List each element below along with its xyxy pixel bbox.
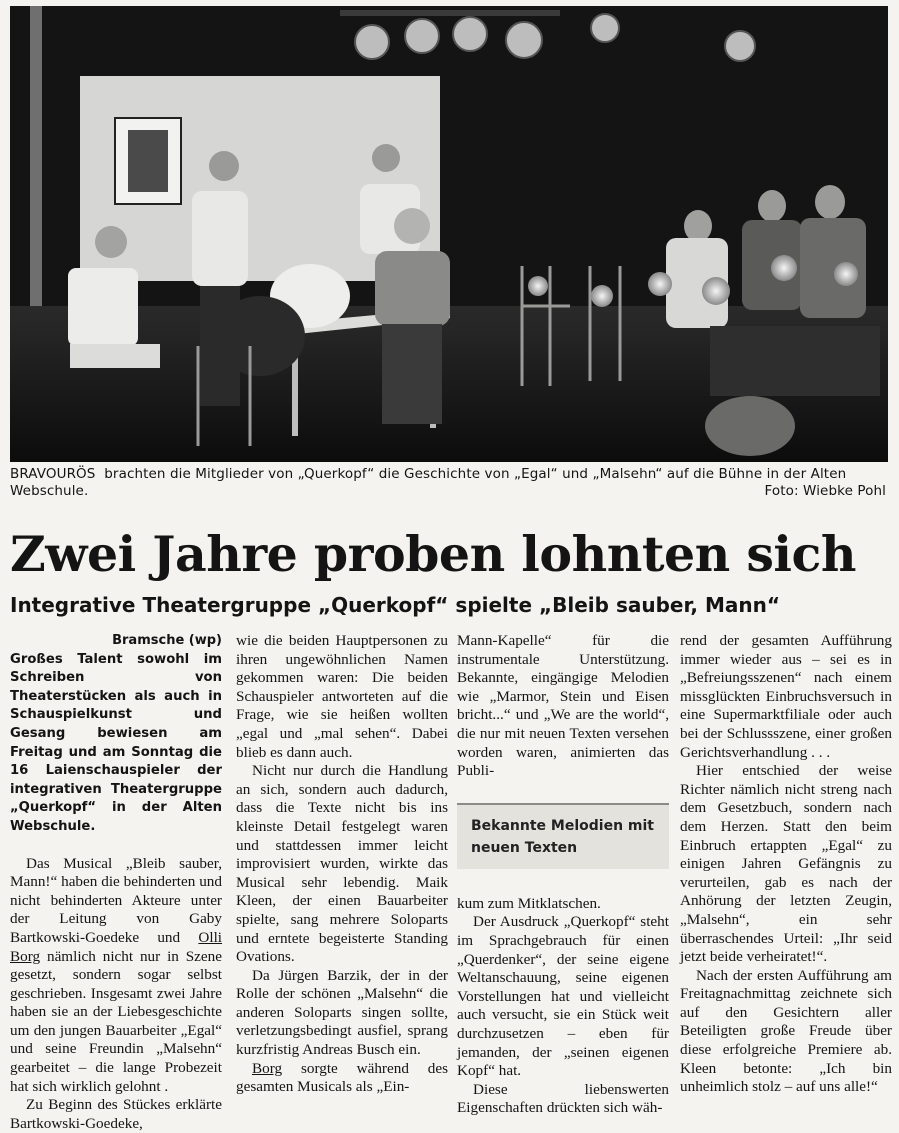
paragraph-2-continued: wie die beiden Hauptpersonen zu ihren ungewöhnlichen Namen gekommen waren: Die beiden Schauspieler antworteten auf die Frage, wie sie heißen wollten „egal und „mal sehen“. Dabei blieb es dann auch. [236,632,448,761]
article-column-2 [236,632,448,1097]
paragraph-5-end: kum zum Mitklatschen. [457,894,601,912]
paragraph-1-text-a: Das Musical „Bleib sauber, Mann!“ haben die behinderten und nicht behinderten Akteure unter der Leitung von Gaby Bartkowski-Goedeke und [10,854,222,946]
paragraph-1-text-b: nämlich nicht nur in Szene gesetzt, sondern sogar selbst geschrieben. Insgesamt zwei Jahre haben sie an der Liebesgeschichte um den jungen Bauarbeiter „Egal“ und seine Freundin „Malsehn“ gearbeitet – die lange Probezeit hat sich wirklich gelohnt . [10,947,222,1095]
photo-caption [10,466,888,500]
caption-lead: BRAVOURÖS [10,466,96,482]
caption-text: brachten die Mitglieder von „Querkopf“ die Geschichte von „Egal“ und „Malsehn“ auf die Bühne in der Alten Webschule. [10,466,847,499]
person-name-olli-borg: Olli Borg [10,928,223,965]
paragraph-5-text: sorgte während des gesamten Musicals als „Ein- [236,1059,449,1096]
paragraph-5-continued: Mann-Kapelle“ für die instrumentale Unterstützung. Bekannte, eingängige Melodien wie „Marmor, Stein und Eisen bricht...“ und „We are the world“, die nur mit neuen Texten versehen worden waren, animierten das Publi- [457,632,669,780]
paragraph-1 [10,855,222,1097]
paragraph-5-start [236,1060,448,1097]
paragraph-4: Da Jürgen Barzik, der in der Rolle der schönen „Malsehn“ die anderen Soloparts singen sollte, verletzungsbedingt ausfiel, sprang kurzfristig Andreas Busch ein. [236,966,448,1059]
stage-photo-graphic [10,6,888,462]
article-column-1 [10,632,222,1133]
paragraph-9: Nach der ersten Aufführung am Freitagnachmittag zeichnete sich auf den Gesichtern aller Beteiligten große Freude über diese erfolgreiche Premiere ab. Kleen betonte: „Ich bin unheimlich stolz – auf uns alle!“ [680,966,892,1096]
paragraph-6: Der Ausdruck „Querkopf“ steht im Sprachgebrauch für einen „Querdenker“, der seine eigene Weltanschauung, seine eigenen Vorstellungen hat und vielleicht auch versucht, sie ein Stück weit durchzusetzen – eben für jemanden, der „seinen eigenen Kopf“ hat. [457,913,669,1080]
sub-heading: Bekannte Melodien mit neuen Texten [457,803,669,869]
paragraph-7-continued: rend der gesamten Aufführung immer wieder aus – sei es in „Befreiungsszenen“ nach einem missglückten Einbruchsversuch in eine Supermarktfiliale oder auch bei der Schlussszene, einer großen Gerichtsverhandlung . . . [680,632,892,761]
paragraph-8: Hier entschied der weise Richter nämlich nicht streng nach dem Gesetzbuch, sondern nach dem Herzen. Statt den beim Einbruch ertappten „Egal“ zu einigen Jahren Gefängnis zu verurteilen, gab es nach der Anhörung der letzten Zeugin, „Malsehn“, ein sehr überraschendes Urteil: „Ihr seid jetzt beide verheiratet!“. [680,762,892,966]
article-column-3 [457,632,669,1118]
person-name-borg: Borg [252,1059,283,1077]
article-photo [10,6,888,462]
article-column-4 [680,632,892,1097]
paragraph-7-start: Diese liebenswerten Eigenschaften drückten sich wäh- [457,1080,669,1117]
article-headline: Zwei Jahre proben lohnten sich [10,525,856,583]
paragraph-2-start: Zu Beginn des Stückes erklärte Bartkowski-Goedeke, [10,1096,222,1132]
article-subheadline: Integrative Theatergruppe „Querkopf“ spielte „Bleib sauber, Mann“ [10,593,780,617]
paragraph-3: Nicht nur durch die Handlung an sich, sondern auch dadurch, dass die Texte nicht bis ins kleinste Detail festgelegt waren und stattdessen immer leicht improvisiert wurden, wirkte das Musical sehr lebendig. Maik Kleen, der einen Bauarbeiter spielte, sang mehrere Soloparts und erntete begeisterte Standing Ovations. [236,762,448,966]
dateline: Bramsche (wp) [112,633,222,648]
article-lede: Großes Talent sowohl im Schreiben von Theaterstücken als auch in Schauspielkunst und Gesang bewiesen am Freitag und am Sonntag die 16 Laienschauspieler der integrativen Theatergruppe „Querkopf“ in der Alten Webschule. [10,651,222,834]
photo-credit: Foto: Wiebke Pohl [764,483,886,499]
